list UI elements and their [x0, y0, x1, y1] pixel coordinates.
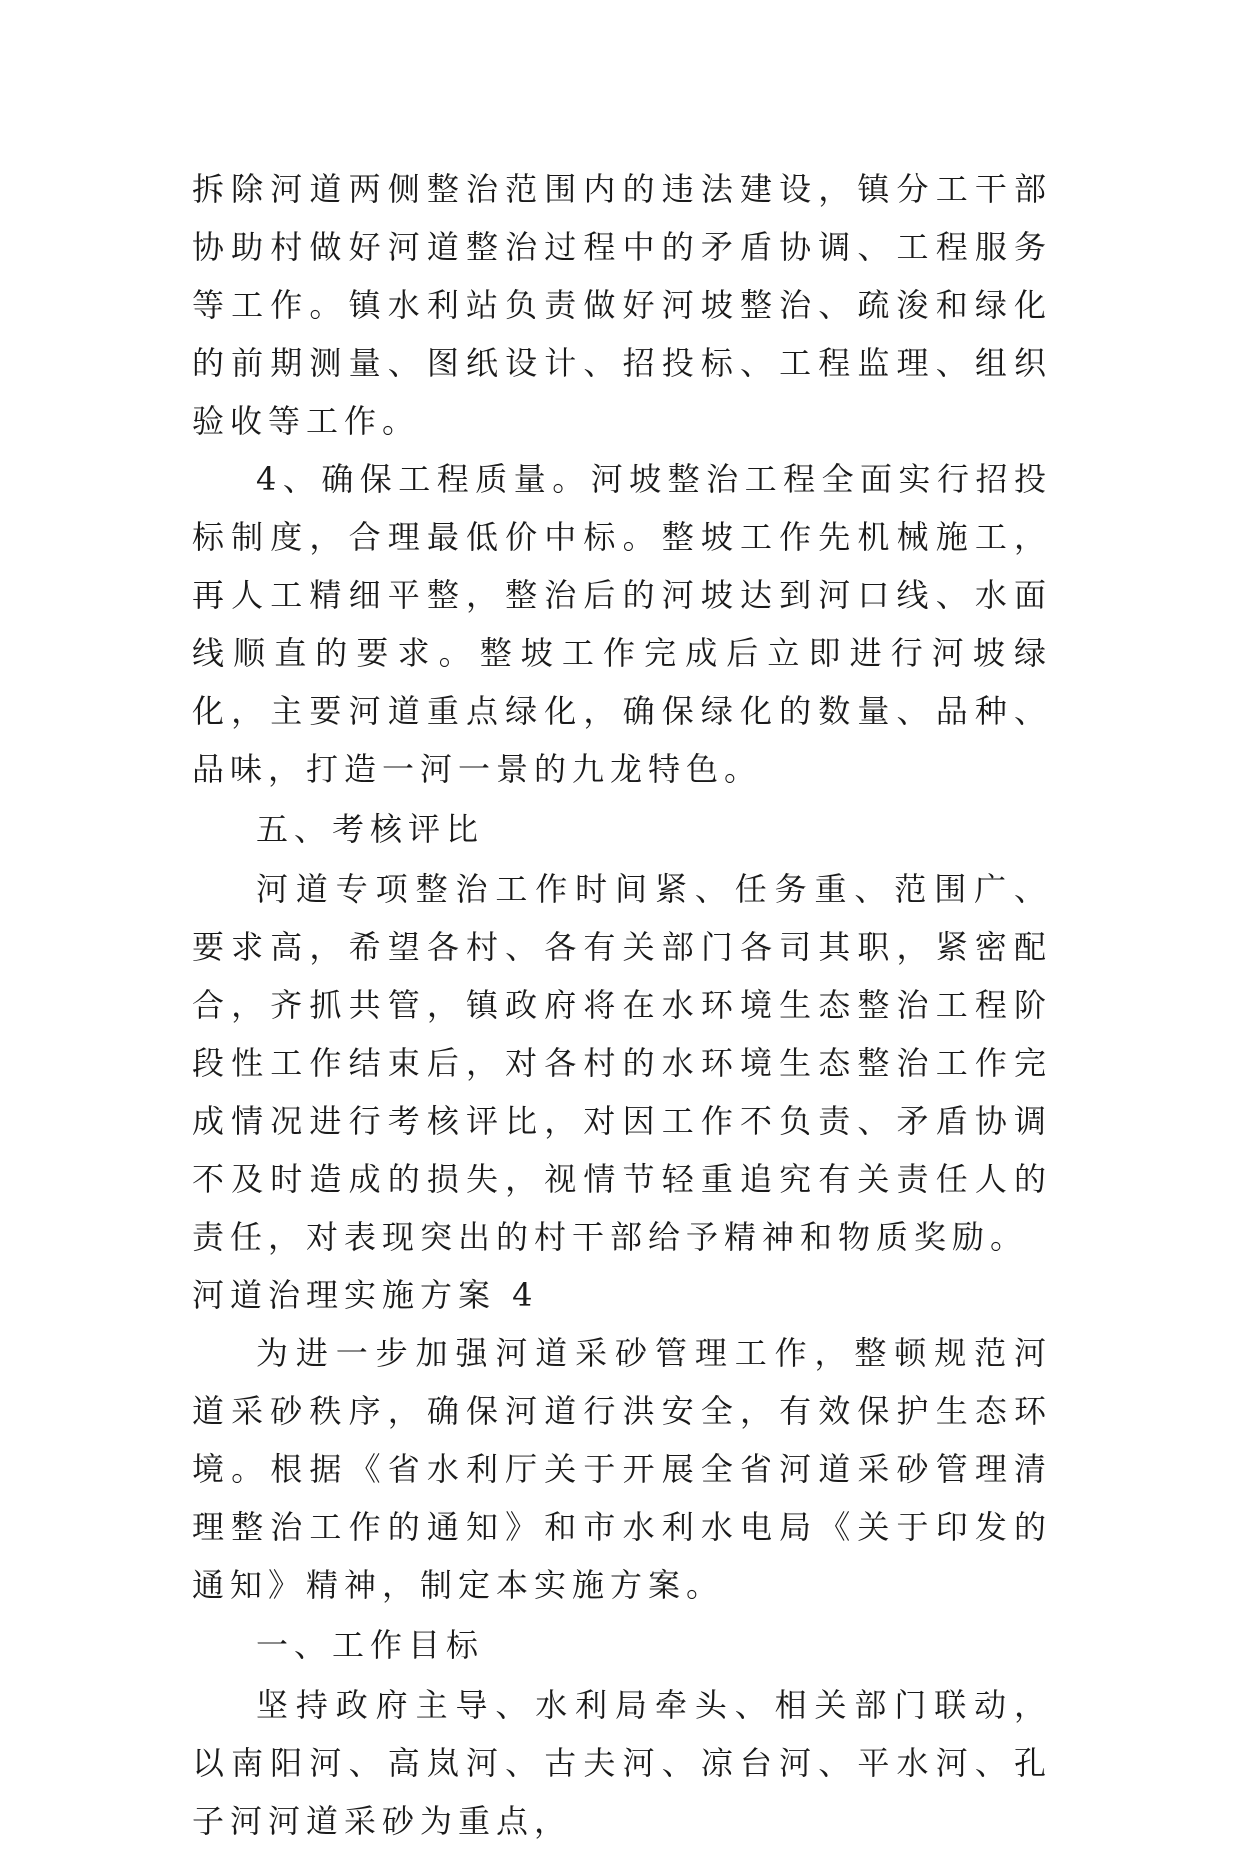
section-heading-goals: 一、工作目标	[256, 1626, 485, 1664]
paragraph-goals: 坚持政府主导、水利局牵头、相关部门联动，以南阳河、高岚河、古夫河、凉台河、平水河、孔子河河道采砂为重点，	[192, 1686, 1052, 1840]
paragraph-assessment: 河道专项整治工作时间紧、任务重、范围广、要求高，希望各村、各有关部门各司其职，紧密配合，齐抓共管，镇政府将在水环境生态整治工程阶段性工作结束后，对各村的水环境生态整治工作完成情况进行考核评比，对因工作不负责、矛盾协调不及时造成的损失，视情节轻重追究有关责任人的责任，对表现突出的村干部给予精神和物质奖励。	[192, 870, 1052, 1256]
paragraph-intro: 为进一步加强河道采砂管理工作，整顿规范河道采砂秩序，确保河道行洪安全，有效保护生态环境。根据《省水利厅关于开展全省河道采砂管理清理整治工作的通知》和市水利水电局《关于印发的通知》精神，制定本实施方案。	[192, 1334, 1052, 1604]
paragraph-engineering-quality: 4、确保工程质量。河坡整治工程全面实行招投标制度，合理最低价中标。整坡工作先机械施工，再人工精细平整，整治后的河坡达到河口线、水面线顺直的要求。整坡工作完成后立即进行河坡绿化，主要河道重点绿化，确保绿化的数量、品种、品味，打造一河一景的九龙特色。	[192, 460, 1052, 788]
plan-title: 河道治理实施方案 4	[192, 1276, 539, 1314]
section-heading-assessment: 五、考核评比	[256, 810, 485, 848]
document-body	[192, 160, 1052, 1850]
paragraph-continued: 拆除河道两侧整治范围内的违法建设，镇分工干部协助村做好河道整治过程中的矛盾协调、工程服务等工作。镇水利站负责做好河坡整治、疏浚和绿化的前期测量、图纸设计、招投标、工程监理、组织验收等工作。	[192, 170, 1052, 440]
